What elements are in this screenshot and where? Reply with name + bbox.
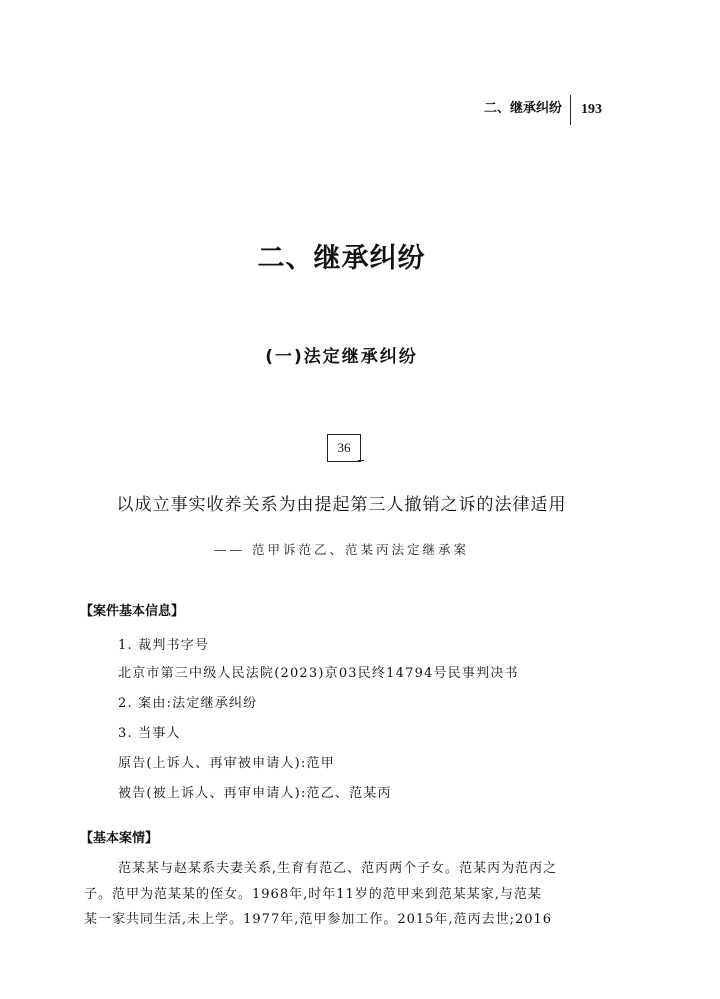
info-line: 2. 案由:法定继承纠纷 [118,696,258,711]
facts-line: 子。范甲为范某某的侄女。1968年,时年11岁的范甲来到范某某家,与范某 [84,887,542,902]
section-title: (一)法定继承纠纷 [265,347,418,367]
facts-line: 某一家共同生活,未上学。1977年,范甲参加工作。2015年,范丙去世;2016 [84,912,553,927]
chapter-title: 二、继承纠纷 [257,243,426,274]
case-title: 以成立事实收养关系为由提起第三人撤销之诉的法律适用 [116,495,567,515]
case-number-box: 36 [327,434,361,462]
basic-info-heading: 【案件基本信息】 [80,604,185,619]
info-line: 3. 当事人 [118,726,181,741]
info-line: 被告(被上诉人、再审申请人):范乙、范某丙 [118,786,392,801]
info-line: 1. 裁判书字号 [118,638,210,653]
case-number-tick [358,460,364,461]
case-subtitle: —— 范甲诉范乙、范某丙法定继承案 [214,542,469,557]
running-head [484,96,602,124]
running-head-title: 二、继承纠纷 [484,95,571,125]
info-line: 北京市第三中级人民法院(2023)京03民终14794号民事判决书 [118,666,519,681]
page-number: 193 [581,102,602,117]
info-line: 原告(上诉人、再审被申请人):范甲 [118,756,335,771]
facts-line: 范某某与赵某系夫妻关系,生育有范乙、范丙两个子女。范某丙为范丙之 [118,861,558,876]
facts-heading: 【基本案情】 [80,831,159,846]
